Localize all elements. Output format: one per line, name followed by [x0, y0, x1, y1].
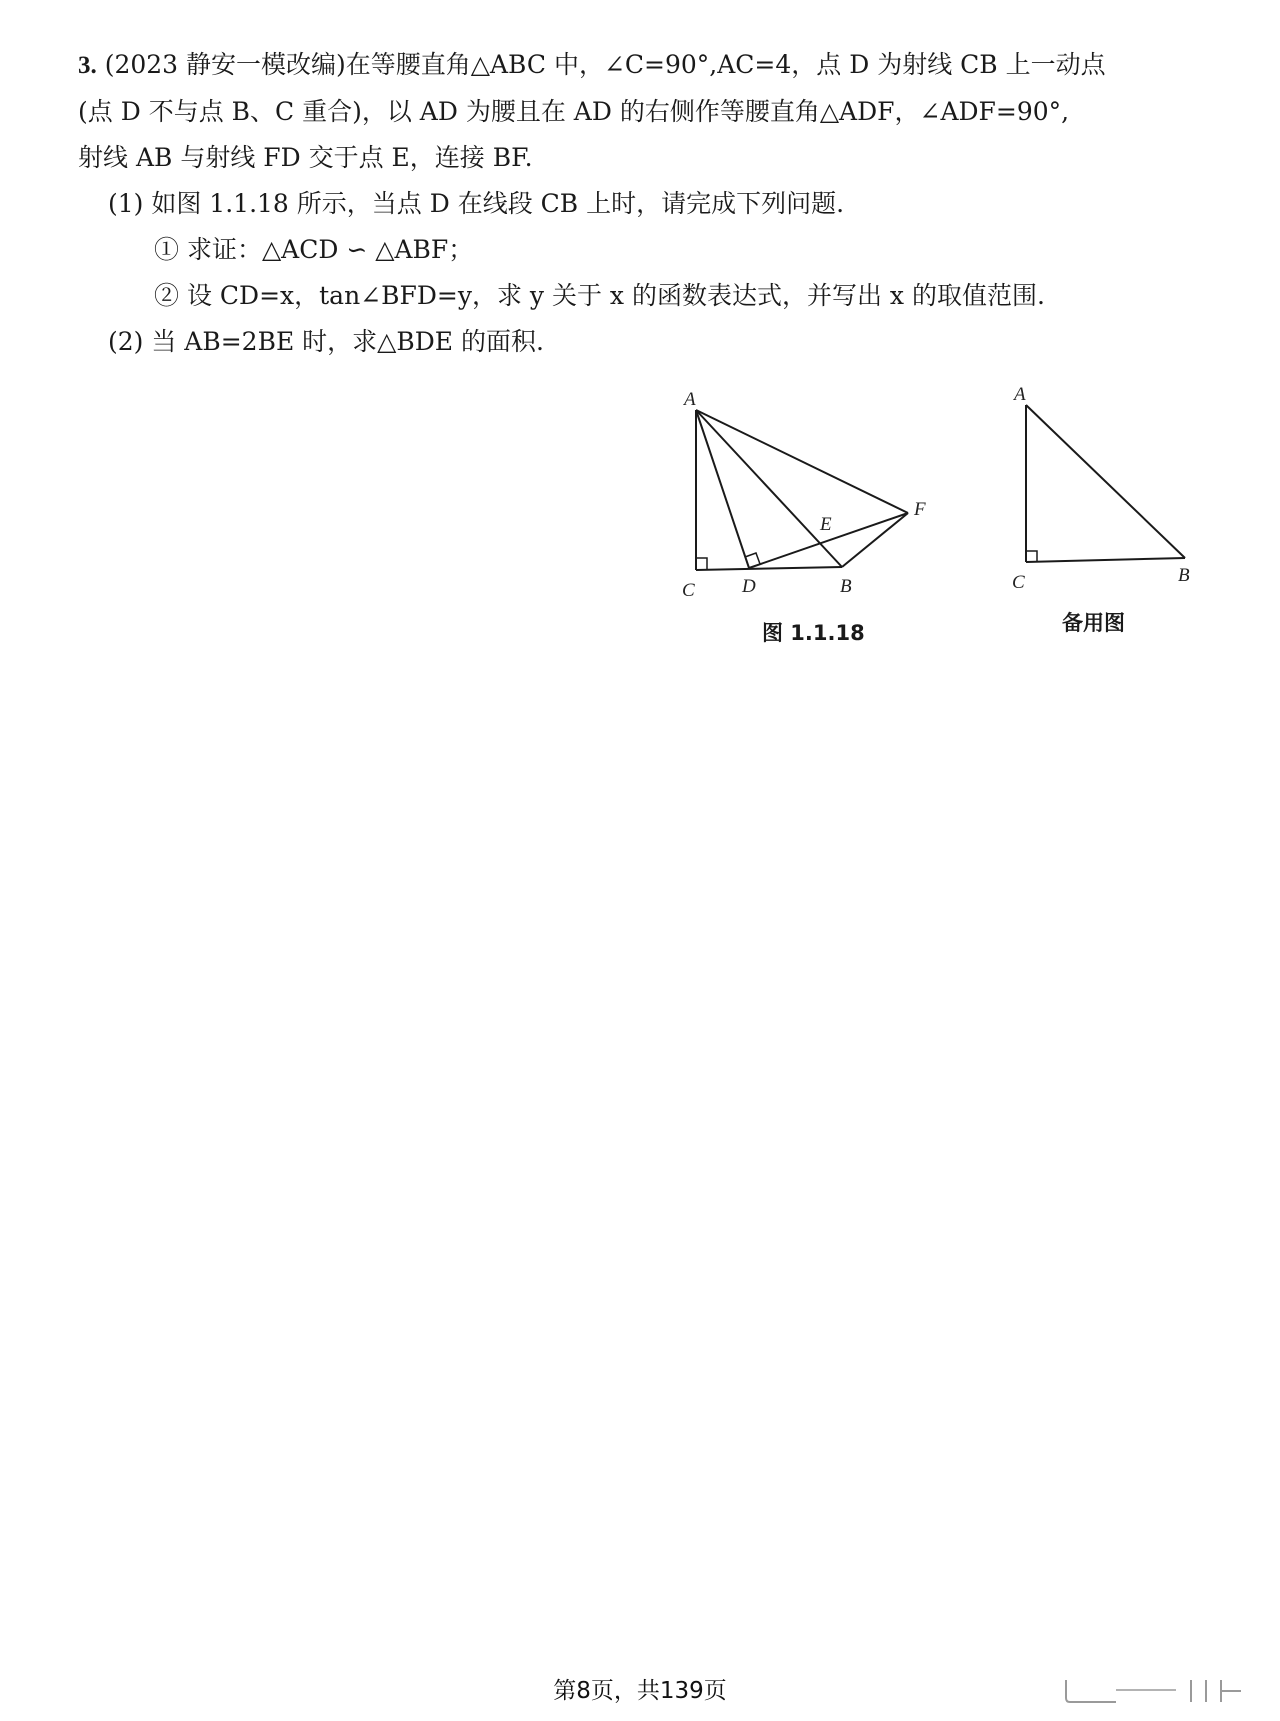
segment-AD — [696, 410, 749, 568]
figure-main-svg — [670, 385, 960, 615]
backup-label-A: A — [1014, 384, 1026, 405]
backup-label-B: B — [1178, 565, 1190, 586]
figure-main — [670, 385, 960, 615]
figure-backup-svg — [1000, 380, 1220, 610]
problem-line-1: 3. (2023 静安一模改编)在等腰直角△ABC 中，∠C=90°,AC=4，点 D 为射线 CB 上一动点 — [78, 50, 1106, 79]
sub-question-2: ② 设 CD=x，tan∠BFD=y，求 y 关于 x 的函数表达式，并写出 x 的取值范围. — [154, 281, 1045, 310]
viewer-toolbar[interactable] — [1056, 1676, 1256, 1706]
label-A: A — [684, 389, 696, 410]
page-number: 第8页，共139页 — [553, 1678, 727, 1704]
label-D: D — [742, 576, 756, 597]
figure-main-caption: 图 1.1.18 — [762, 621, 865, 645]
toolbar-icons — [1056, 1676, 1256, 1706]
segment-BF — [842, 513, 908, 567]
problem-number: 3. — [78, 52, 97, 79]
problem-line-2: (点 D 不与点 B、C 重合)，以 AD 为腰且在 AD 的右侧作等腰直角△ADF，∠ADF=90°, — [78, 97, 1070, 126]
backup-right-angle-C — [1026, 551, 1037, 562]
segment-AF — [696, 410, 908, 513]
segment-CB — [696, 567, 842, 570]
problem-text — [78, 42, 1208, 365]
part-1: (1) 如图 1.1.18 所示，当点 D 在线段 CB 上时，请完成下列问题. — [108, 189, 845, 218]
figure-backup — [1000, 380, 1220, 610]
backup-label-C: C — [1012, 572, 1025, 593]
backup-segment-AB — [1026, 405, 1185, 558]
right-angle-C — [696, 558, 707, 570]
backup-segment-CB — [1026, 558, 1185, 562]
part-2: (2) 当 AB=2BE 时，求△BDE 的面积. — [108, 327, 544, 356]
sub-question-1: ① 求证：△ACD ∽ △ABF； — [154, 235, 474, 264]
label-B: B — [840, 576, 852, 597]
problem-line-3: 射线 AB 与射线 FD 交于点 E，连接 BF. — [78, 143, 533, 172]
label-E: E — [820, 514, 832, 535]
figure-backup-caption: 备用图 — [1062, 611, 1125, 635]
label-F: F — [914, 499, 926, 520]
label-C: C — [682, 580, 695, 601]
toolbar-corner-icon — [1066, 1680, 1116, 1702]
